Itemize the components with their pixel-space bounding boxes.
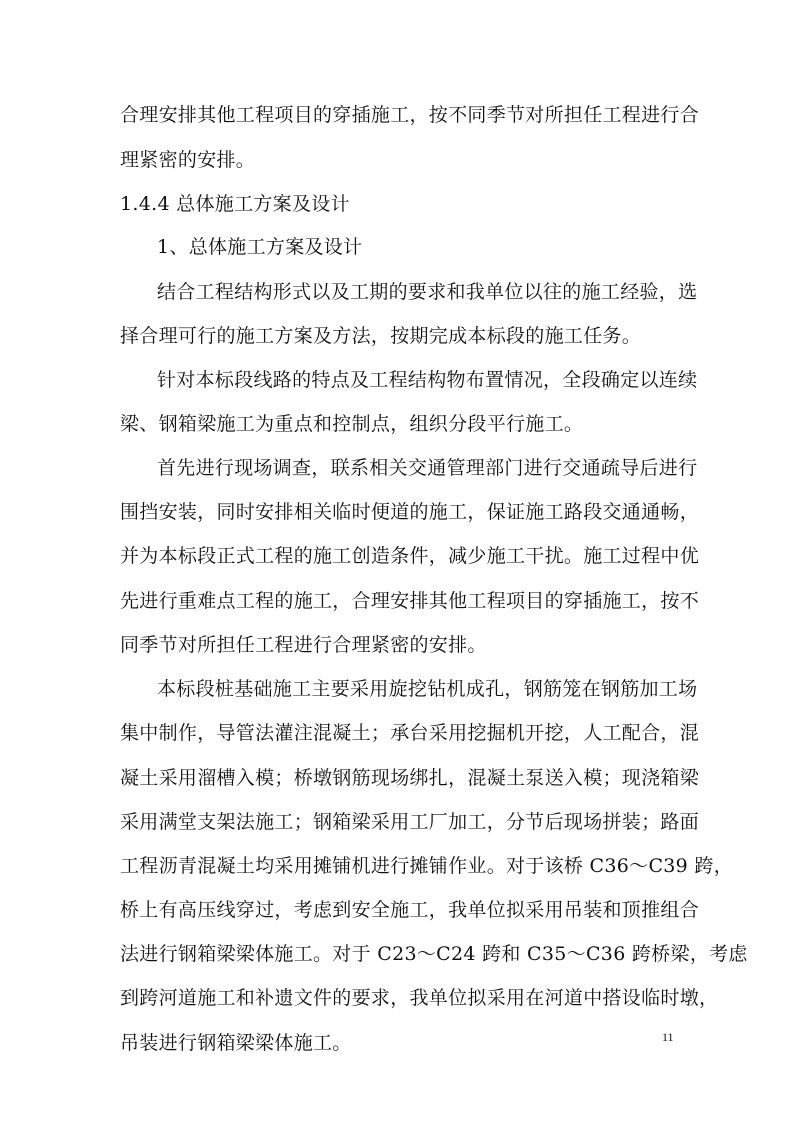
body-text-line: 工程沥青混凝土均采用摊铺机进行摊铺作业。对于该桥 C36～C39 跨，	[120, 855, 734, 877]
body-text-line: 针对本标段线路的特点及工程结构物布置情况，全段确定以连续	[157, 369, 698, 391]
body-text-line: 桥上有高压线穿过，考虑到安全施工，我单位拟采用吊装和顶推组合	[120, 899, 700, 921]
body-text-line: 凝土采用溜槽入模；桥墩钢筋现场绑扎，混凝土泵送入模；现浇箱梁	[120, 767, 700, 789]
body-text-line: 梁、钢箱梁施工为重点和控制点，组织分段平行施工。	[120, 413, 584, 435]
body-text-line: 首先进行现场调查，联系相关交通管理部门进行交通疏导后进行	[157, 457, 698, 479]
body-text-line: 先进行重难点工程的施工，合理安排其他工程项目的穿插施工，按不	[120, 590, 700, 612]
body-text-line: 理紧密的安排。	[120, 149, 256, 171]
body-text-line: 同季节对所担任工程进行合理紧密的安排。	[120, 634, 487, 656]
body-text-line: 吊装进行钢箱梁梁体施工。	[120, 1032, 352, 1054]
subsection-heading: 1、总体施工方案及设计	[157, 236, 363, 258]
body-text-line: 采用满堂支架法施工；钢箱梁采用工厂加工，分节后现场拼装；路面	[120, 811, 700, 833]
body-text-line: 法进行钢箱梁梁体施工。对于 C23～C24 跨和 C35～C36 跨桥梁，考虑	[120, 943, 748, 965]
body-text-line: 择合理可行的施工方案及方法，按期完成本标段的施工任务。	[120, 325, 642, 347]
body-text-line: 集中制作，导管法灌注混凝土；承台采用挖掘机开挖，人工配合，混	[120, 722, 700, 744]
page-number: 11	[662, 1030, 674, 1044]
body-text-line: 到跨河道施工和补遗文件的要求，我单位拟采用在河道中搭设临时墩，	[120, 987, 719, 1009]
body-text-line: 本标段桩基础施工主要采用旋挖钻机成孔，钢筋笼在钢筋加工场	[157, 678, 698, 700]
body-text-line: 并为本标段正式工程的施工创造条件，减少施工干扰。施工过程中优	[120, 545, 700, 567]
body-text-line: 合理安排其他工程项目的穿插施工，按不同季节对所担任工程进行合	[120, 104, 700, 126]
section-heading: 1.4.4 总体施工方案及设计	[120, 193, 350, 215]
body-text-line: 围挡安装，同时安排相关临时便道的施工，保证施工路段交通通畅，	[120, 501, 700, 523]
body-text-line: 结合工程结构形式以及工期的要求和我单位以往的施工经验，选	[157, 281, 698, 303]
